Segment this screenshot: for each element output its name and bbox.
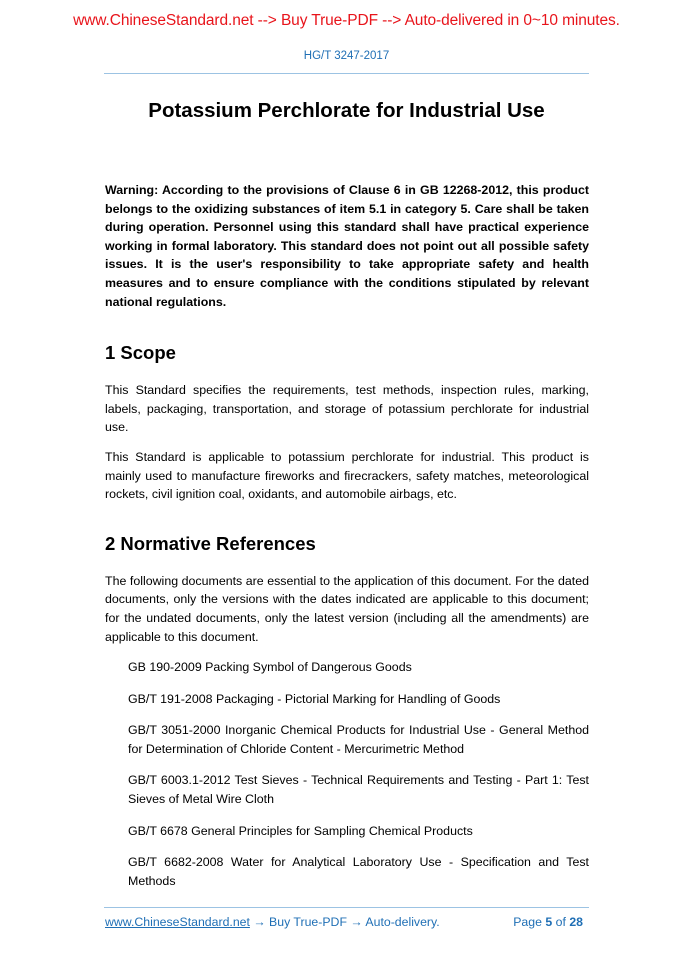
references-intro-paragraph: The following documents are essential to the application of this document. For the dated documents, only the versions with the dates indicated are applicable to this document; for the undated documents, only the latest version (including all the amendments) are applicable to this document.: [105, 573, 589, 644]
section-heading-scope: 1 Scope: [105, 342, 176, 364]
footer-tagline: → Buy True-PDF → Auto-delivery.: [249, 915, 440, 929]
page-indicator: [513, 915, 583, 929]
reference-item: GB/T 6003.1-2012 Test Sieves - Technical Requirements and Testing - Part 1: Test Sieves of Metal Wire Cloth: [128, 773, 589, 807]
promo-banner: www.ChineseStandard.net --> Buy True-PDF --> Auto-delivered in 0~10 minutes.: [73, 12, 620, 29]
page-current: 5: [545, 915, 553, 929]
document-code-header: HG/T 3247-2017: [303, 50, 390, 62]
chinesestandard-link[interactable]: www.ChineseStandard.net: [105, 915, 250, 929]
scope-paragraph-1: This Standard specifies the requirements, test methods, inspection rules, marking, labels, packaging, transportation, and storage of potassium perchlorate for industrial use.: [105, 383, 589, 435]
page-label: Page: [513, 915, 542, 929]
section-heading-normative-references: 2 Normative References: [105, 532, 316, 554]
header-divider: [104, 73, 589, 74]
footer-divider: [104, 907, 589, 908]
reference-item: GB/T 191-2008 Packaging - Pictorial Marking for Handling of Goods: [128, 691, 501, 706]
scope-paragraph-2: This Standard is applicable to potassium perchlorate for industrial. This product is mainly used to manufacture fireworks and firecrackers, safety matches, meteorological rockets, civil ignition coal, oxidants, and automobile airbags, etc.: [105, 449, 589, 502]
page-total: 28: [569, 915, 583, 929]
page-of: of: [555, 915, 566, 929]
reference-item: GB/T 6682-2008 Water for Analytical Laboratory Use - Specification and Test Methods: [128, 855, 589, 888]
page-footer: [105, 915, 589, 933]
reference-item: GB/T 6678 General Principles for Sampling Chemical Products: [128, 823, 473, 838]
document-body: [105, 181, 589, 890]
document-title: Potassium Perchlorate for Industrial Use: [148, 99, 545, 122]
reference-item: GB/T 3051-2000 Inorganic Chemical Products for Industrial Use - General Method for Determination of Chloride Content - Mercurimetric Method: [128, 723, 589, 756]
warning-paragraph: Warning: According to the provisions of Clause 6 in GB 12268-2012, this product belongs to the oxidizing substances of item 5.1 in category 5. Care shall be taken during operation. Personnel using this standard shall have practical experience working in formal laboratory. This standard does not point out all possible safety issues. It is the user's responsibility to take appropriate safety and health measures and to ensure compliance with the conditions stipulated by relevant national regulations.: [105, 183, 589, 309]
reference-item: GB 190-2009 Packing Symbol of Dangerous Goods: [128, 660, 412, 675]
